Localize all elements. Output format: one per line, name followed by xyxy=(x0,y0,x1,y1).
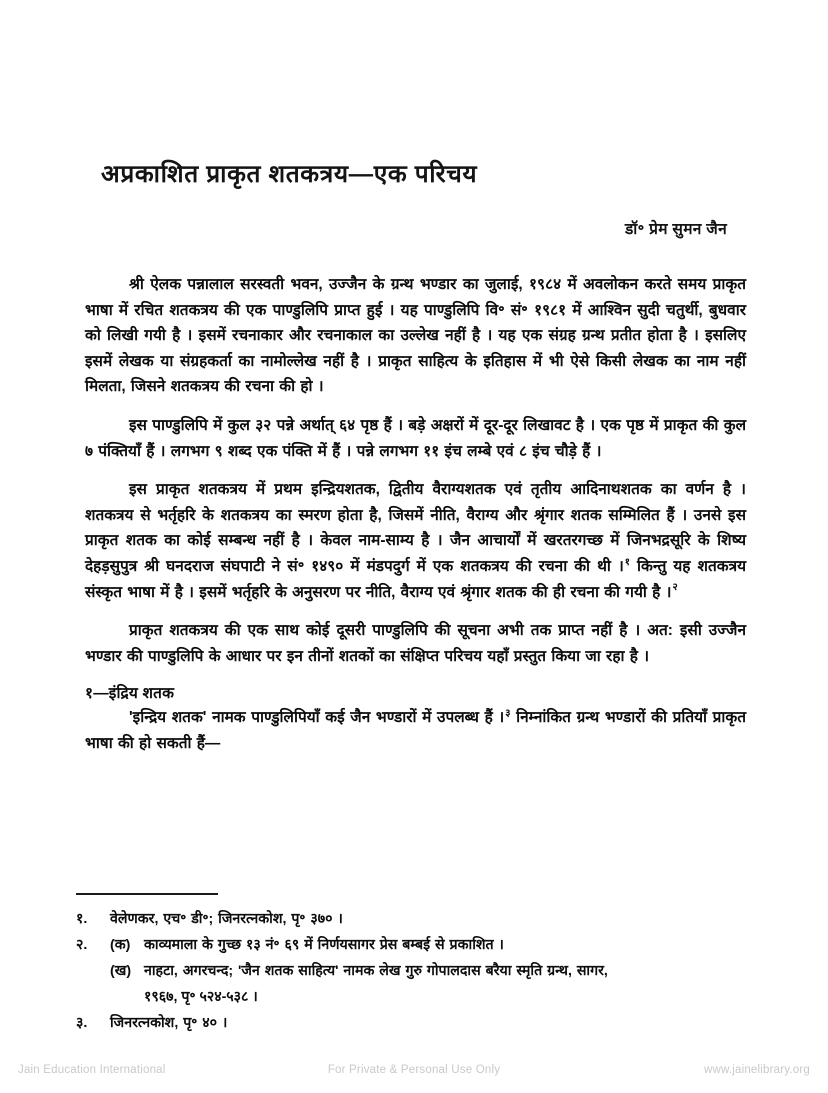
footnote-item xyxy=(76,959,748,983)
footnote-item xyxy=(76,907,748,931)
footnote-text: जिनरत्नकोश, पृ॰ ४० । xyxy=(110,1015,228,1031)
body-text-column xyxy=(85,272,746,757)
footer-organization: Jain Education International xyxy=(18,1064,166,1076)
footnote-number: २. xyxy=(76,937,88,953)
footnote-text: वेलेणकर, एच॰ डी॰; जिनरत्नकोश, पृ॰ ३७० । xyxy=(110,911,343,927)
footnote-marker-1: १ xyxy=(624,556,630,568)
page-title: अप्रकाशित प्राकृत शतकत्रय—एक परिचय xyxy=(101,161,478,188)
section-paragraph-text-part-1: 'इन्द्रिय शतक' नामक पाण्डुलिपियाँ कई जैन भण्डारों में उपलब्ध हैं । xyxy=(129,709,505,727)
footnote-number: ३. xyxy=(76,1015,88,1031)
section-paragraph xyxy=(85,705,746,756)
footnote-marker-2: २ xyxy=(672,582,678,594)
section-paragraph-text-part-2: निम्नांकित ग्रन्थ भण्डारों की प्रतियाँ प्राकृत भाषा की हो सकती हैं— xyxy=(85,709,746,752)
title-block xyxy=(85,160,745,239)
footnote-item xyxy=(76,933,748,957)
footnote-marker-3: ३ xyxy=(505,708,511,720)
section-heading: १—इंद्रिय शतक xyxy=(85,685,175,703)
footnote-separator-rule xyxy=(76,893,218,895)
footnote-sublabel: (क) xyxy=(110,937,131,953)
paragraph-4: प्राकृत शतकत्रय की एक साथ कोई दूसरी पाण्डुलिपि की सूचना अभी तक प्राप्त नहीं है । अत: इसी उज्जैन भण्डार की पाण्डुलिपि के आधार पर इन तीनों शतकों का संक्षिप्त परिचय यहाँ प्रस्तुत किया जा रहा है । xyxy=(85,622,746,665)
footnote-sublabel: (ख) xyxy=(110,963,132,979)
page-footer xyxy=(0,1060,828,1080)
footnotes-block xyxy=(76,893,748,1037)
paragraph-2: इस पाण्डुलिपि में कुल ३२ पन्ने अर्थात् ६४ पृष्ठ हैं । बड़े अक्षरों में दूर-दूर लिखावट है । एक पृष्ठ में प्राकृत की कुल ७ पंक्तियाँ हैं । लगभग ९ शब्द एक पंक्ति में हैं । पन्ने लगभग ११ इंच लम्बे एवं ८ इंच चौड़े हैं । xyxy=(85,416,746,460)
paragraph-3-text-part-2: किन्तु यह शतकत्रय संस्कृत भाषा में है । इसमें भर्तृहरि के अनुसरण पर नीति, वैराग्य एवं श्रृंगार शतक की ही रचना की गयी है । xyxy=(85,557,746,601)
author-byline: डॉ॰ प्रेम सुमन जैन xyxy=(625,220,727,238)
paragraph-3 xyxy=(85,477,746,605)
footnote-continuation: १९६७, पृ॰ ५२४-५३८ । xyxy=(144,989,258,1005)
footnote-text: नाहटा, अगरचन्द; 'जैन शतक साहित्य' नामक लेख गुरु गोपालदास बरैया स्मृति ग्रन्थ, सागर, xyxy=(144,963,608,979)
footnote-number: १. xyxy=(76,911,88,927)
paragraph-3-text-part-1: इस प्राकृत शतकत्रय में प्रथम इन्द्रियशतक, द्वितीय वैराग्यशतक एवं तृतीय आदिनाथशतक का वर्णन है । शतकत्रय से भर्तृहरि के शतकत्रय का स्मरण होता है, जिसमें नीति, वैराग्य और श्रृंगार शतक सम्मिलित हैं । उनसे इस प्राकृत शतक का कोई सम्बन्ध नहीं है । केवल नाम-साम्य है । जैन आचार्यों में खरतरगच्छ में जिनभद्रसूरि के शिष्य देहड़सुपुत्र श्री घनदराज संघपाटी ने सं॰ १४९० में मंडपदुर्ग में एक शतकत्रय की रचना की थी । xyxy=(85,481,746,575)
footer-website[interactable]: www.jainelibrary.org xyxy=(703,1064,810,1076)
footer-usage-notice: For Private & Personal Use Only xyxy=(327,1064,501,1076)
paragraph-1: श्री ऐलक पन्नालाल सरस्वती भवन, उज्जैन के ग्रन्थ भण्डार का जुलाई, १९८४ में अवलोकन करते समय प्राकृत भाषा में रचित शतकत्रय की एक पाण्डुलिपि प्राप्त हुई । यह पाण्डुलिपि वि॰ सं॰ १९८१ में आश्विन सुदी चतुर्थी, बुधवार को लिखी गयी है । इसमें रचनाकार और रचनाकाल का उल्लेख नहीं है । यह एक संग्रह ग्रन्थ प्रतीत होता है । इसलिए इसमें लेखक या संग्रहकर्ता का नामोल्लेख नहीं है । प्राकृत साहित्य के इतिहास में भी ऐसे किसी लेखक का नाम नहीं मिलता, जिसने शतकत्रय की रचना की हो । xyxy=(85,276,746,396)
footnote-text: काव्यमाला के गुच्छ १३ नं॰ ६९ में निर्णयसागर प्रेस बम्बई से प्रकाशित । xyxy=(144,937,504,953)
footnote-item xyxy=(76,1011,748,1035)
